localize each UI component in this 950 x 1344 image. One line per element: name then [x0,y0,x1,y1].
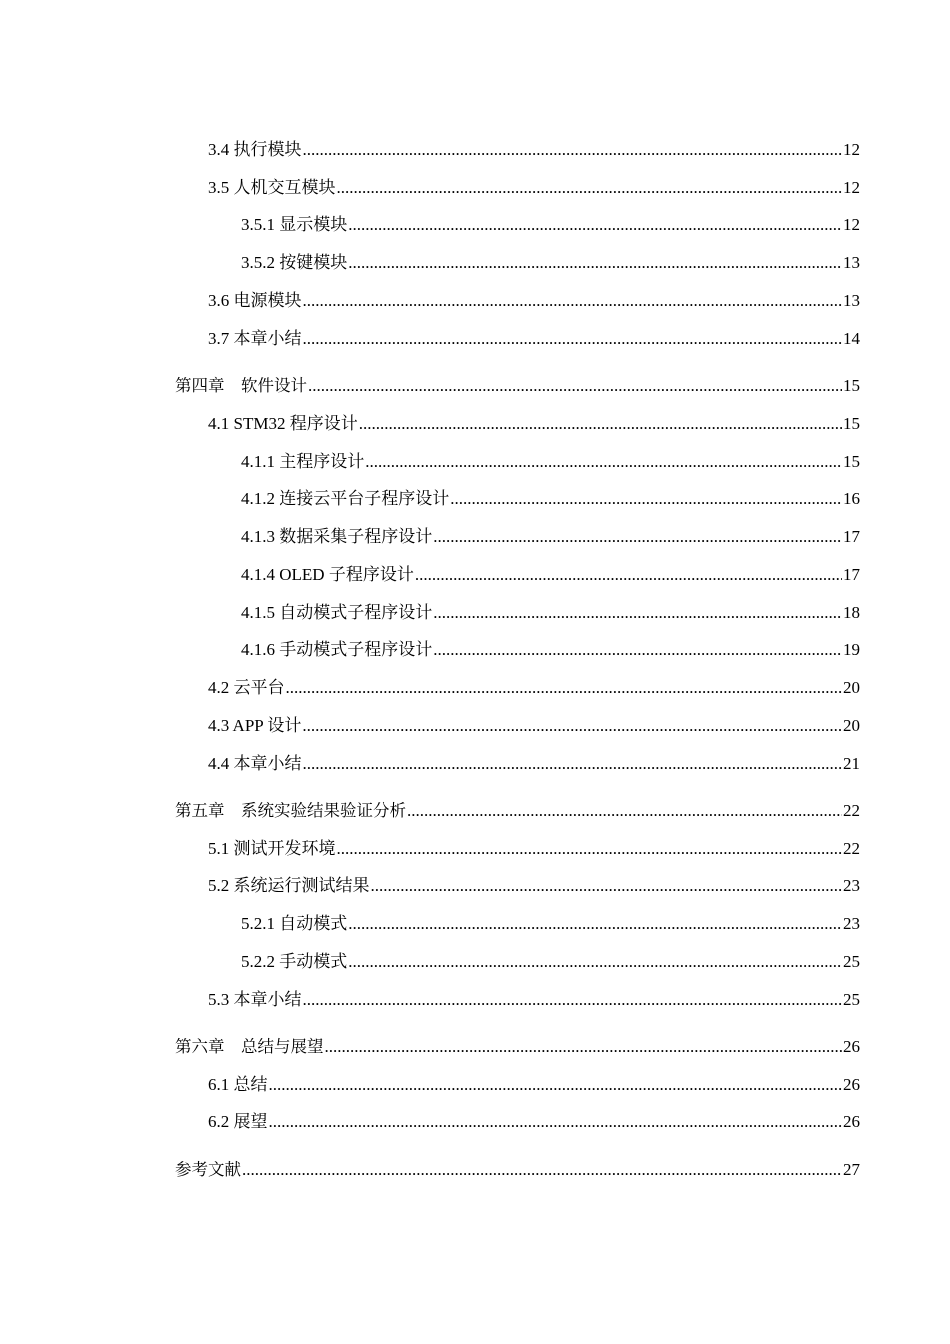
dot-leader [308,373,842,399]
toc-entry-title: 4.1.4 OLED 子程序设计 [241,565,414,584]
toc-entry-title: 4.1.5 自动模式子程序设计 [241,603,433,622]
toc-entry-page: 14 [843,329,860,348]
dot-leader [303,288,843,314]
toc-entry-references[interactable] [175,1157,860,1183]
dot-leader [359,411,842,437]
toc-entry-title: 4.1.1 主程序设计 [241,452,365,471]
toc-entry-page: 18 [843,603,860,622]
toc-entry-page: 19 [843,640,860,659]
dot-leader [348,949,842,975]
toc-entry-title: 5.2.2 手动模式 [241,952,348,971]
toc-entry-chapter-4[interactable] [175,373,860,399]
dot-leader [348,212,842,238]
toc-entry-page: 25 [843,990,860,1009]
toc-entry-page: 13 [843,253,860,272]
toc-entry-4-3[interactable] [208,713,860,739]
toc-entry-page: 26 [843,1112,860,1131]
dot-leader [242,1157,842,1183]
toc-entry-title: 4.4 本章小结 [208,754,302,773]
toc-entry-page: 22 [843,839,860,858]
toc-entry-5-1[interactable] [208,836,860,862]
toc-entry-title: 5.3 本章小结 [208,990,302,1009]
toc-entry-page: 20 [843,716,860,735]
toc-entry-title: 5.1 测试开发环境 [208,839,336,858]
toc-entry-3-7[interactable] [208,326,860,352]
toc-entry-page: 25 [843,952,860,971]
dot-leader [303,987,843,1013]
toc-entry-title: 6.1 总结 [208,1075,268,1094]
toc-entry-title: 6.2 展望 [208,1112,268,1131]
toc-entry-3-6[interactable] [208,288,860,314]
toc-entry-title: 4.2 云平台 [208,678,285,697]
toc-entry-page: 23 [843,876,860,895]
toc-entry-5-2[interactable] [208,873,860,899]
toc-entry-title: 5.2.1 自动模式 [241,914,348,933]
toc-entry-5-2-1[interactable] [241,911,860,937]
toc-entry-3-5[interactable] [208,175,860,201]
dot-leader [303,137,843,163]
toc-entry-page: 21 [843,754,860,773]
dot-leader [303,326,843,352]
toc-entry-page: 26 [843,1037,860,1056]
toc-entry-page: 26 [843,1075,860,1094]
toc-entry-title: 4.3 APP 设计 [208,716,302,735]
toc-entry-title: 4.1 STM32 程序设计 [208,414,358,433]
toc-entry-title: 3.7 本章小结 [208,329,302,348]
toc-entry-page: 17 [843,565,860,584]
toc-entry-page: 23 [843,914,860,933]
toc-entry-title: 3.4 执行模块 [208,140,302,159]
toc-entry-title: 参考文献 [175,1160,241,1179]
toc-entry-page: 17 [843,527,860,546]
toc-entry-page: 22 [843,801,860,820]
toc-entry-page: 12 [843,215,860,234]
toc-entry-title: 3.5.2 按键模块 [241,253,348,272]
dot-leader [348,250,842,276]
dot-leader [433,637,842,663]
toc-entry-3-5-1[interactable] [241,212,860,238]
toc-entry-4-2[interactable] [208,675,860,701]
dot-leader [269,1109,843,1135]
toc-entry-6-2[interactable] [208,1109,860,1135]
dot-leader [371,873,843,899]
toc-entry-title: 5.2 系统运行测试结果 [208,876,370,895]
dot-leader [325,1034,843,1060]
dot-leader [433,600,842,626]
toc-entry-title: 4.1.6 手动模式子程序设计 [241,640,433,659]
dot-leader [348,911,842,937]
dot-leader [407,798,842,824]
toc-entry-3-4[interactable] [208,137,860,163]
toc-entry-page: 15 [843,414,860,433]
toc-entry-4-1-6[interactable] [241,637,860,663]
dot-leader [433,524,842,550]
toc-entry-chapter-6[interactable] [175,1034,860,1060]
toc-entry-6-1[interactable] [208,1072,860,1098]
toc-entry-4-1-1[interactable] [241,449,860,475]
toc-entry-page: 20 [843,678,860,697]
toc-entry-page: 15 [843,376,860,395]
toc-entry-page: 12 [843,140,860,159]
toc-entry-3-5-2[interactable] [241,250,860,276]
dot-leader [302,713,842,739]
toc-entry-4-1-3[interactable] [241,524,860,550]
toc-entry-title: 4.1.3 数据采集子程序设计 [241,527,433,546]
toc-entry-title: 3.5.1 显示模块 [241,215,348,234]
toc-entry-title: 第五章 系统实验结果验证分析 [175,801,406,820]
dot-leader [337,836,843,862]
dot-leader [450,486,842,512]
dot-leader [286,675,843,701]
toc-entry-page: 15 [843,452,860,471]
toc-entry-title: 3.5 人机交互模块 [208,178,336,197]
toc-entry-page: 27 [843,1160,860,1179]
toc-entry-page: 12 [843,178,860,197]
toc-entry-5-3[interactable] [208,987,860,1013]
toc-entry-4-1-2[interactable] [241,486,860,512]
toc-entry-chapter-5[interactable] [175,798,860,824]
toc-entry-title: 3.6 电源模块 [208,291,302,310]
toc-entry-4-1-5[interactable] [241,600,860,626]
toc-entry-4-4[interactable] [208,751,860,777]
toc-entry-4-1[interactable] [208,411,860,437]
toc-entry-4-1-4[interactable] [241,562,860,588]
toc-entry-page: 13 [843,291,860,310]
toc-entry-title: 第六章 总结与展望 [175,1037,324,1056]
dot-leader [269,1072,843,1098]
toc-entry-5-2-2[interactable] [241,949,860,975]
dot-leader [365,449,842,475]
dot-leader [303,751,843,777]
toc-entry-title: 4.1.2 连接云平台子程序设计 [241,489,450,508]
dot-leader [415,562,842,588]
toc-entry-title: 第四章 软件设计 [175,376,307,395]
toc-entry-page: 16 [843,489,860,508]
dot-leader [337,175,843,201]
